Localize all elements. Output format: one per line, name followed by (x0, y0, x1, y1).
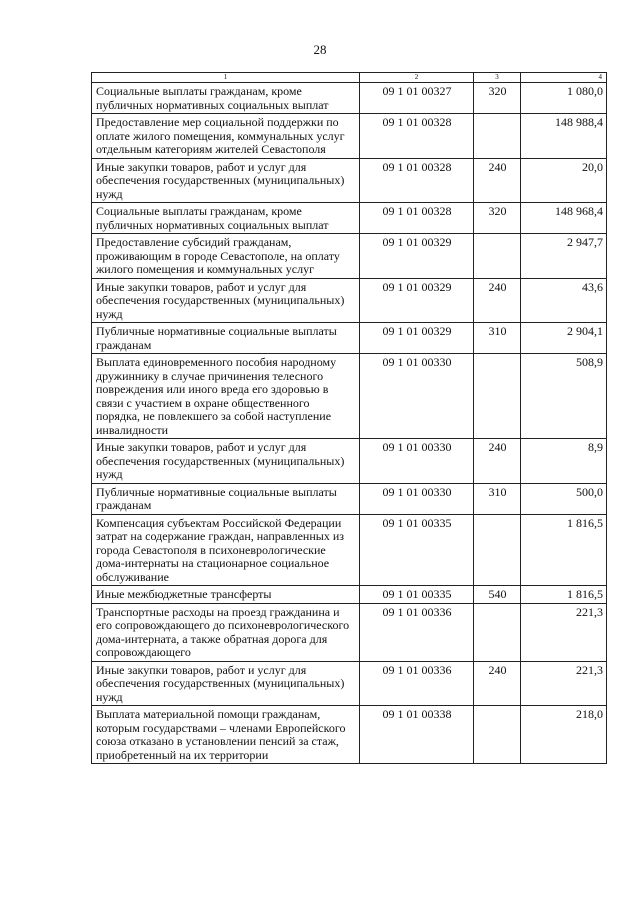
table-row (92, 661, 607, 706)
row-amount-cell: 43,6 (521, 278, 607, 323)
row-type-cell (474, 706, 521, 764)
table-row (92, 603, 607, 661)
row-type-cell: 240 (474, 278, 521, 323)
row-type-cell (474, 354, 521, 439)
row-type-cell: 310 (474, 483, 521, 514)
row-amount-cell: 1 080,0 (521, 83, 607, 114)
row-amount-cell: 20,0 (521, 158, 607, 203)
row-amount-cell: 221,3 (521, 661, 607, 706)
row-amount-cell: 221,3 (521, 603, 607, 661)
row-name-cell: Компенсация субъектам Российской Федерации затрат на содержание граждан, направленных из города Севастополя в психоневрологические дома-интернаты на стационарное социальное обслуживание (92, 514, 360, 586)
row-code-cell: 09 1 01 00335 (360, 514, 474, 586)
budget-table (91, 72, 607, 764)
table-row (92, 439, 607, 484)
row-type-cell: 240 (474, 158, 521, 203)
row-amount-cell: 2 947,7 (521, 234, 607, 279)
table-row (92, 354, 607, 439)
row-amount-cell: 8,9 (521, 439, 607, 484)
row-name-cell: Публичные нормативные социальные выплаты гражданам (92, 323, 360, 354)
row-amount-cell: 218,0 (521, 706, 607, 764)
column-number-1: 1 (92, 73, 360, 83)
row-amount-cell: 2 904,1 (521, 323, 607, 354)
row-amount-cell: 148 988,4 (521, 114, 607, 159)
row-name-cell: Иные закупки товаров, работ и услуг для обеспечения государственных (муниципальных) нужд (92, 439, 360, 484)
row-type-cell (474, 234, 521, 279)
table-row (92, 114, 607, 159)
row-code-cell: 09 1 01 00329 (360, 234, 474, 279)
row-type-cell (474, 114, 521, 159)
row-type-cell: 540 (474, 586, 521, 604)
column-number-3: 3 (474, 73, 521, 83)
row-amount-cell: 500,0 (521, 483, 607, 514)
row-type-cell: 240 (474, 439, 521, 484)
column-number-4: 4 (521, 73, 607, 83)
row-code-cell: 09 1 01 00329 (360, 323, 474, 354)
row-type-cell: 310 (474, 323, 521, 354)
row-code-cell: 09 1 01 00328 (360, 114, 474, 159)
page-number: 28 (313, 42, 327, 57)
row-name-cell: Выплата единовременного пособия народному дружиннику в случае причинения телесного повреждения или иного вреда его здоровью в связи с участием в охране общественного порядка, не повлекшего за собой наступление инвалидности (92, 354, 360, 439)
row-name-cell: Предоставление субсидий гражданам, проживающим в городе Севастополе, на оплату жилого помещения и коммунальных услуг (92, 234, 360, 279)
row-amount-cell: 1 816,5 (521, 514, 607, 586)
row-type-cell: 320 (474, 83, 521, 114)
table-row (92, 514, 607, 586)
row-code-cell: 09 1 01 00336 (360, 661, 474, 706)
row-name-cell: Социальные выплаты гражданам, кроме публичных нормативных социальных выплат (92, 203, 360, 234)
row-type-cell (474, 514, 521, 586)
row-name-cell: Иные закупки товаров, работ и услуг для обеспечения государственных (муниципальных) нужд (92, 278, 360, 323)
row-code-cell: 09 1 01 00335 (360, 586, 474, 604)
row-type-cell: 240 (474, 661, 521, 706)
table-row (92, 234, 607, 279)
row-type-cell (474, 603, 521, 661)
row-amount-cell: 148 968,4 (521, 203, 607, 234)
row-name-cell: Социальные выплаты гражданам, кроме публичных нормативных социальных выплат (92, 83, 360, 114)
table-row (92, 586, 607, 604)
table-row (92, 83, 607, 114)
row-code-cell: 09 1 01 00338 (360, 706, 474, 764)
table-row (92, 158, 607, 203)
row-amount-cell: 508,9 (521, 354, 607, 439)
row-name-cell: Иные закупки товаров, работ и услуг для обеспечения государственных (муниципальных) нужд (92, 158, 360, 203)
row-code-cell: 09 1 01 00330 (360, 439, 474, 484)
table-row (92, 483, 607, 514)
row-name-cell: Транспортные расходы на проезд гражданина и его сопровождающего до психоневрологического дома-интерната, а также обратная дорога для сопровождающего (92, 603, 360, 661)
row-code-cell: 09 1 01 00336 (360, 603, 474, 661)
row-amount-cell: 1 816,5 (521, 586, 607, 604)
table-row (92, 278, 607, 323)
row-code-cell: 09 1 01 00328 (360, 158, 474, 203)
row-code-cell: 09 1 01 00327 (360, 83, 474, 114)
row-code-cell: 09 1 01 00330 (360, 354, 474, 439)
table-row (92, 203, 607, 234)
row-name-cell: Иные закупки товаров, работ и услуг для обеспечения государственных (муниципальных) нужд (92, 661, 360, 706)
row-code-cell: 09 1 01 00329 (360, 278, 474, 323)
table-row (92, 706, 607, 764)
row-name-cell: Публичные нормативные социальные выплаты гражданам (92, 483, 360, 514)
table-row (92, 323, 607, 354)
row-code-cell: 09 1 01 00330 (360, 483, 474, 514)
table-header-row (92, 73, 607, 83)
row-type-cell: 320 (474, 203, 521, 234)
row-name-cell: Предоставление мер социальной поддержки по оплате жилого помещения, коммунальных услуг отдельным категориям жителей Севастополя (92, 114, 360, 159)
column-number-2: 2 (360, 73, 474, 83)
row-code-cell: 09 1 01 00328 (360, 203, 474, 234)
row-name-cell: Иные межбюджетные трансферты (92, 586, 360, 604)
row-name-cell: Выплата материальной помощи гражданам, которым государствами – членами Европейского союза отказано в установлении пенсий за стаж, приобретенный на их территории (92, 706, 360, 764)
